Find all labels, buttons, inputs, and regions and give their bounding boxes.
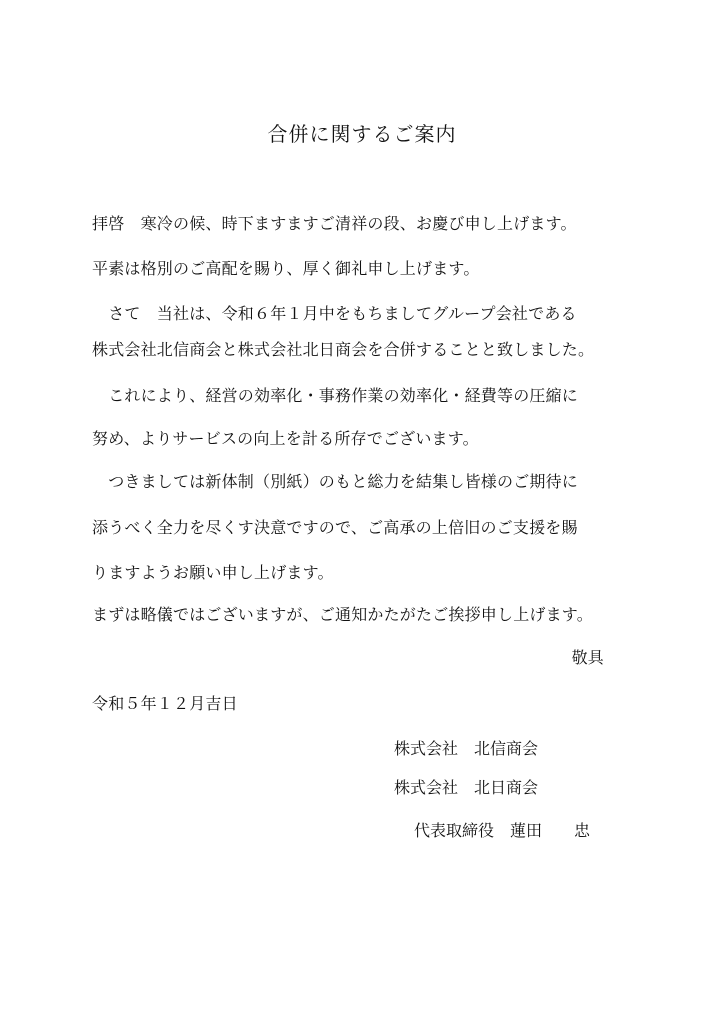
body-line-6: 努め、よりサービスの向上を計る所存でございます。 [92, 429, 479, 448]
body-line-8: 添うべく全力を尽くす決意ですので、ご高承の上倍旧のご支援を賜 [92, 518, 578, 537]
issue-date: 令和５年１２月吉日 [92, 694, 238, 713]
body-line-5: これにより、経営の効率化・事務作業の効率化・経費等の圧縮に [92, 386, 579, 405]
body-line-4: 株式会社北信商会と株式会社北日商会を合併することと致しました。 [92, 340, 595, 359]
body-line-1: 拝啓 寒冷の候、時下ますますご清祥の段、お慶び申し上げます。 [92, 214, 577, 233]
body-line-9: りますようお願い申し上げます。 [92, 563, 334, 582]
document-title: 合併に関するご案内 [267, 122, 457, 146]
body-line-3: さて 当社は、令和６年１月中をもちましてグループ会社である [92, 304, 577, 323]
closing-remark: 敬具 [571, 648, 604, 667]
company-name-2: 株式会社 北日商会 [394, 778, 539, 797]
body-line-10: まずは略儀ではございますが、ご通知かたがたご挨拶申し上げます。 [92, 605, 593, 624]
body-line-2: 平素は格別のご高配を賜り、厚く御礼申し上げます。 [92, 259, 480, 278]
body-line-7: つきましては新体制（別紙）のもと総力を結集し皆様のご期待に [92, 472, 579, 491]
representative-name: 代表取締役 蓮田 忠 [414, 821, 591, 840]
company-name-1: 株式会社 北信商会 [394, 739, 539, 758]
